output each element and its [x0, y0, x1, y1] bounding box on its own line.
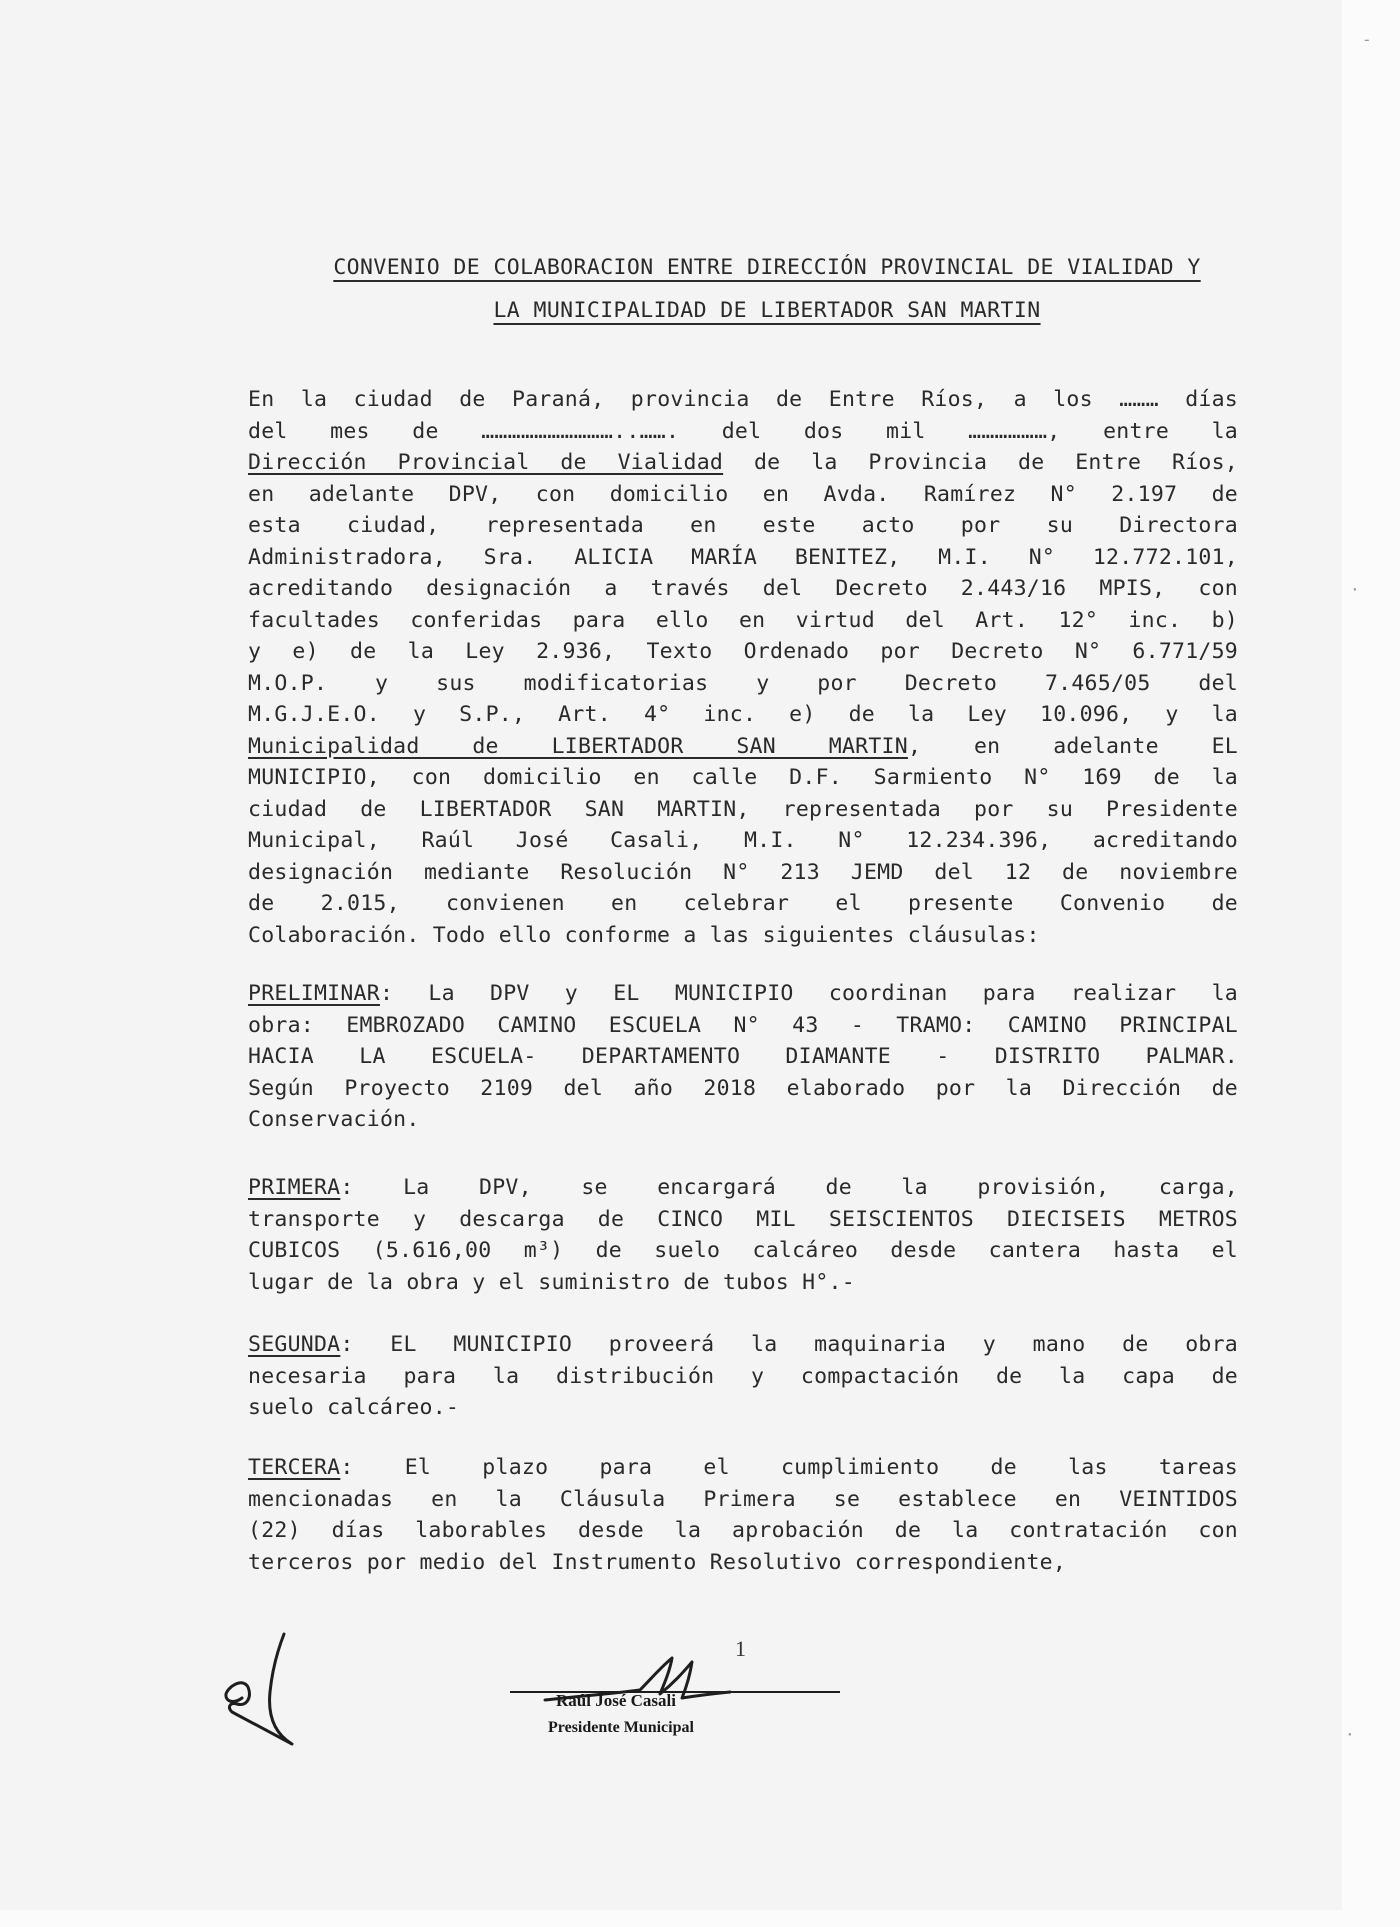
stamp-role: Presidente Municipal	[548, 1719, 694, 1736]
text-line: lugar de la obra y el suministro de tubos H°.-	[248, 1269, 855, 1295]
clause-primera	[248, 1172, 1238, 1298]
text-line: Municipal, Raúl José Casali, M.I. N° 12.234.396, acreditando	[248, 828, 1238, 853]
text-line: CUBICOS (5.616,00 m³) de suelo calcáreo desde cantera hasta el	[248, 1238, 1238, 1263]
text-line: y e) de la Ley 2.936, Texto Ordenado por Decreto N° 6.771/59	[248, 639, 1238, 664]
text-line: PRIMERA: La DPV, se encargará de la provisión, carga,	[248, 1175, 1238, 1200]
text-line: Municipalidad de LIBERTADOR SAN MARTIN, en adelante EL	[248, 733, 1238, 759]
intro-paragraph	[248, 384, 1238, 951]
text-line: Según Proyecto 2109 del año 2018 elaborado por la Dirección de	[248, 1075, 1238, 1101]
text-line: mencionadas en la Cláusula Primera se establece en VEINTIDOS	[248, 1486, 1238, 1512]
text-line: MUNICIPIO, con domicilio en calle D.F. Sarmiento N° 169 de la	[248, 765, 1238, 790]
text-line: HACIA LA ESCUELA- DEPARTAMENTO DIAMANTE - DISTRITO PALMAR.	[248, 1044, 1238, 1069]
text-line: PRELIMINAR: La DPV y EL MUNICIPIO coordinan para realizar la	[248, 981, 1238, 1006]
text-line: (22) días laborables desde la aprobación de la contratación con	[248, 1518, 1238, 1543]
text-line: designación mediante Resolución N° 213 JEMD del 12 de noviembre	[248, 859, 1238, 885]
clause-label: PRELIMINAR	[248, 981, 380, 1006]
text-line: de 2.015, convienen en celebrar el presente Convenio de	[248, 891, 1238, 916]
clause-segunda	[248, 1329, 1238, 1424]
scan-speck: ·	[1345, 1725, 1355, 1744]
text-line: M.O.P. y sus modificatorias y por Decreto 7.465/05 del	[248, 670, 1238, 696]
text-line: ciudad de LIBERTADOR SAN MARTIN, representada por su Presidente	[248, 796, 1238, 822]
text-line: suelo calcáreo.-	[248, 1395, 460, 1420]
text-line: Administradora, Sra. ALICIA MARÍA BENITEZ, M.I. N° 12.772.101,	[248, 544, 1238, 570]
initials-signature-icon	[222, 1632, 312, 1752]
text-line: SEGUNDA: EL MUNICIPIO proveerá la maquinaria y mano de obra	[248, 1332, 1238, 1357]
text-line: Dirección Provincial de Vialidad de la Provincia de Entre Ríos,	[248, 450, 1238, 475]
scan-margin-right	[1342, 0, 1400, 1927]
text-line: del mes de …………………………..……. del dos mil ………………, entre la	[248, 418, 1238, 444]
page-number: 1	[735, 1636, 746, 1661]
document-title-line-2: LA MUNICIPALIDAD DE LIBERTADOR SAN MARTIN	[493, 298, 1041, 323]
document-title-line-1: CONVENIO DE COLABORACION ENTRE DIRECCIÓN PROVINCIAL DE VIALIDAD Y	[333, 255, 1201, 280]
text-line: en adelante DPV, con domicilio en Avda. Ramírez N° 2.197 de	[248, 481, 1238, 507]
scan-speck: ·	[1350, 580, 1360, 599]
text-line: transporte y descarga de CINCO MIL SEISCIENTOS DIECISEIS METROS	[248, 1206, 1238, 1232]
text-line: acreditando designación a través del Decreto 2.443/16 MPIS, con	[248, 576, 1238, 601]
text-line: necesaria para la distribución y compactación de la capa de	[248, 1363, 1238, 1389]
stamp-name: Raúl José Casali	[556, 1691, 676, 1710]
text-line: facultades conferidas para ello en virtud del Art. 12° inc. b)	[248, 607, 1238, 633]
clause-tercera	[248, 1452, 1238, 1578]
text-line: obra: EMBROZADO CAMINO ESCUELA N° 43 - TRAMO: CAMINO PRINCIPAL	[248, 1012, 1238, 1038]
text-line: TERCERA: El plazo para el cumplimiento de las tareas	[248, 1455, 1238, 1480]
clause-preliminar	[248, 978, 1238, 1136]
text-line: Conservación.	[248, 1107, 420, 1132]
scan-margin-bottom	[0, 1910, 1400, 1927]
handwritten-initials-signature	[222, 1632, 312, 1756]
text-line: M.G.J.E.O. y S.P., Art. 4° inc. e) de la Ley 10.096, y la	[248, 702, 1238, 727]
text-line: esta ciudad, representada en este acto por su Directora	[248, 513, 1238, 538]
clause-label: TERCERA	[248, 1455, 341, 1480]
text-line: En la ciudad de Paraná, provincia de Entre Ríos, a los ……… días	[248, 387, 1238, 412]
text-line: terceros por medio del Instrumento Resolutivo correspondiente,	[248, 1549, 1067, 1575]
clause-label: PRIMERA	[248, 1175, 341, 1200]
underlined-party-name: Dirección Provincial de Vialidad	[248, 450, 724, 475]
underlined-party-name: Municipalidad de LIBERTADOR SAN MARTIN	[248, 733, 908, 759]
text-line: Colaboración. Todo ello conforme a las siguientes cláusulas:	[248, 922, 1040, 948]
scan-speck: -	[1362, 30, 1372, 49]
president-signature-stamp	[500, 1650, 850, 1760]
clause-label: SEGUNDA	[248, 1332, 341, 1357]
